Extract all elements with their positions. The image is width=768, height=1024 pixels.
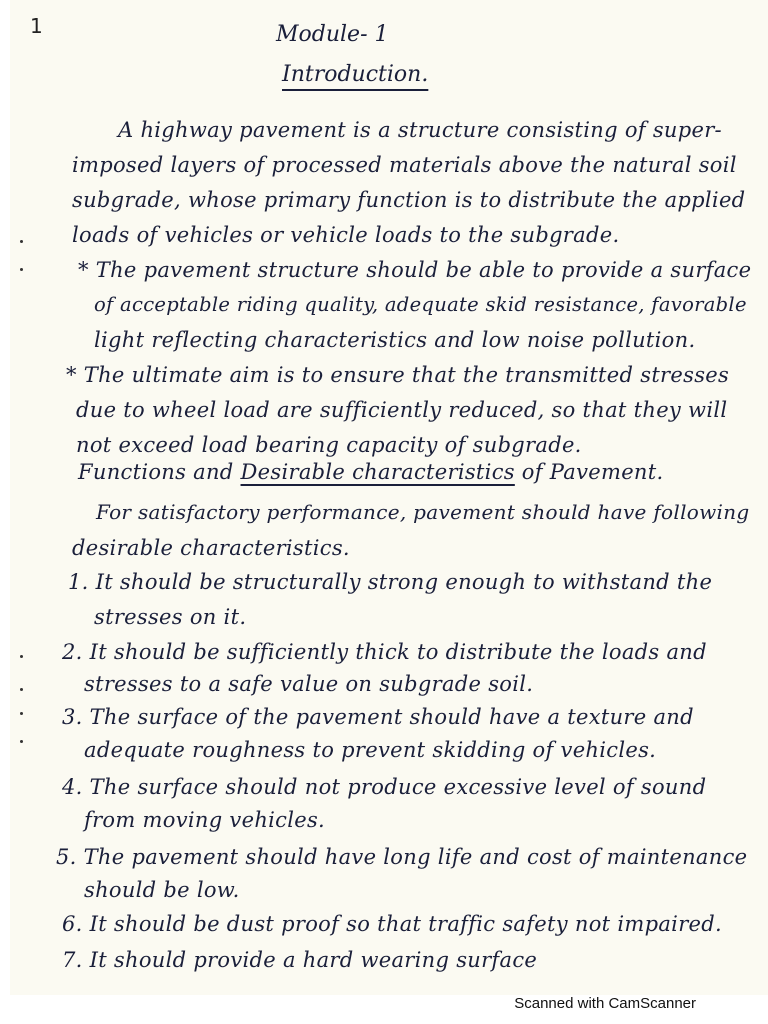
list-item-line: stresses to a safe value on subgrade soil. (84, 672, 534, 696)
scanned-page (10, 0, 768, 995)
list-item-line: 3. The surface of the pavement should have a texture and (62, 705, 694, 729)
intro-line: imposed layers of processed materials above the natural soil (72, 153, 737, 177)
heading-suffix: of Pavement. (514, 460, 664, 484)
list-item-line: 4. The surface should not produce excessive level of sound (62, 775, 707, 799)
margin-mark (20, 712, 23, 715)
bullet-line: of acceptable riding quality, adequate skid resistance, favorable (94, 293, 747, 316)
bullet-line: due to wheel load are sufficiently reduced, so that they will (76, 398, 728, 422)
module-title: Module- 1 (276, 22, 389, 47)
list-item-line: 1. It should be structurally strong enough to withstand the (68, 570, 713, 594)
page-number: 1 (30, 14, 43, 38)
list-item-line: from moving vehicles. (84, 808, 326, 832)
intro-line: subgrade, whose primary function is to distribute the applied (72, 188, 746, 212)
list-item-line: 5. The pavement should have long life and cost of maintenance (56, 845, 748, 869)
margin-mark (20, 268, 23, 271)
intro-line: A highway pavement is a structure consisting of super- (118, 118, 722, 142)
heading-prefix: Functions and (78, 460, 241, 484)
section-title: Introduction. (282, 62, 429, 87)
lead-line: desirable characteristics. (72, 536, 350, 560)
list-item-line: 6. It should be dust proof so that traffic safety not impaired. (62, 912, 722, 936)
lead-line: For satisfactory performance, pavement should have following (96, 500, 750, 524)
list-item-line: 2. It should be sufficiently thick to distribute the loads and (62, 640, 707, 664)
list-item-line: stresses on it. (94, 605, 247, 629)
scanner-watermark: Scanned with CamScanner (514, 995, 696, 1012)
list-item-line: should be low. (84, 878, 240, 902)
margin-mark (20, 688, 23, 691)
intro-line: loads of vehicles or vehicle loads to the subgrade. (72, 223, 620, 247)
bullet-line: light reflecting characteristics and low noise pollution. (94, 328, 696, 352)
margin-mark (20, 655, 23, 658)
bullet-line: not exceed load bearing capacity of subgrade. (76, 433, 582, 457)
bullet-line: * The pavement structure should be able to provide a surface (78, 258, 752, 282)
list-item-line: 7. It should provide a hard wearing surface (62, 948, 538, 972)
section-heading (78, 460, 663, 484)
margin-mark (20, 240, 23, 243)
bullet-line: * The ultimate aim is to ensure that the transmitted stresses (66, 363, 730, 387)
list-item-line: adequate roughness to prevent skidding of vehicles. (84, 738, 657, 762)
margin-mark (20, 740, 23, 743)
heading-underlined: Desirable characteristics (240, 460, 515, 484)
